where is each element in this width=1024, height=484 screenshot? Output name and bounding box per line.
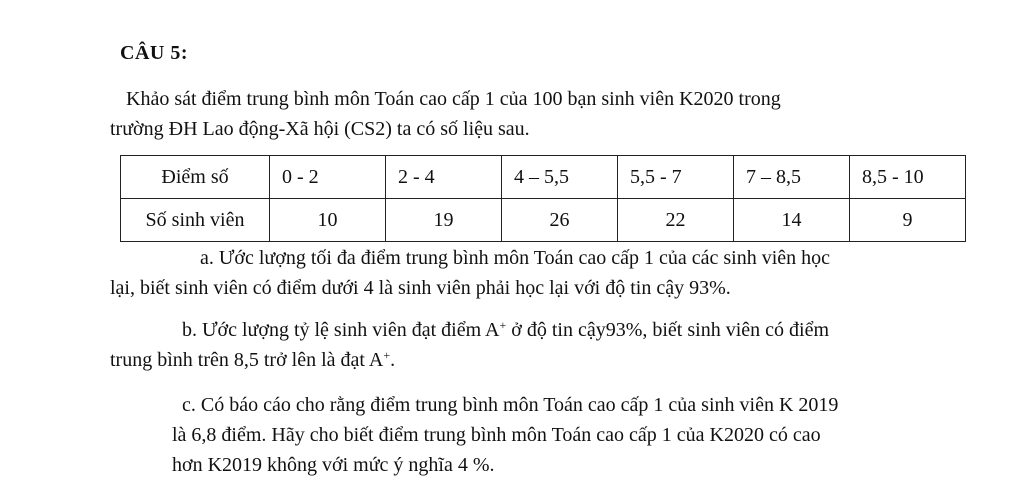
- table-cell: 2 - 4: [386, 156, 502, 199]
- table-cell: 5,5 - 7: [618, 156, 734, 199]
- table-cell: 8,5 - 10: [850, 156, 966, 199]
- intro-line-1: Khảo sát điểm trung bình môn Toán cao cấp 1 của 100 bạn sinh viên K2020 trong: [126, 88, 781, 110]
- question-b-text-4: .: [390, 349, 396, 371]
- question-b: [110, 315, 950, 375]
- table-cell: 19: [386, 199, 502, 242]
- intro-paragraph: [110, 84, 950, 144]
- question-a-line-1: a. Ước lượng tối đa điểm trung bình môn Toán cao cấp 1 của các sinh viên học: [200, 247, 831, 269]
- superscript-plus: +: [499, 318, 507, 332]
- table-cell: 4 – 5,5: [502, 156, 618, 199]
- table-cell: 7 – 8,5: [734, 156, 850, 199]
- intro-line-2: trường ĐH Lao động-Xã hội (CS2) ta có số liệu sau.: [110, 118, 530, 140]
- table-cell: 10: [270, 199, 386, 242]
- table-header-students: Số sinh viên: [121, 199, 270, 242]
- question-c-line-2: là 6,8 điểm. Hãy cho biết điểm trung bình môn Toán cao cấp 1 của K2020 có cao: [172, 424, 821, 446]
- question-a-line-2: lại, biết sinh viên có điểm dưới 4 là sinh viên phải học lại với độ tin cậy 93%.: [110, 277, 731, 299]
- question-c-line-1: c. Có báo cáo cho rằng điểm trung bình môn Toán cao cấp 1 của sinh viên K 2019: [182, 394, 839, 416]
- superscript-plus: +: [383, 348, 391, 362]
- question-a: [110, 243, 950, 303]
- table-row-counts: [121, 199, 966, 242]
- question-heading: CÂU 5:: [120, 42, 188, 64]
- question-b-line-1: [110, 315, 950, 345]
- question-b-text-1: b. Ước lượng tỷ lệ sinh viên đạt điểm A: [182, 319, 500, 341]
- table-cell: 22: [618, 199, 734, 242]
- question-b-line-2: [110, 349, 395, 371]
- question-b-text-2: ở độ tin cậy93%, biết sinh viên có điểm: [506, 319, 829, 341]
- table-cell: 9: [850, 199, 966, 242]
- table-cell: 26: [502, 199, 618, 242]
- table-row-scores: [121, 156, 966, 199]
- table-header-score: Điểm số: [121, 156, 270, 199]
- score-table: [120, 155, 966, 242]
- question-c: [110, 390, 950, 480]
- question-b-text-3: trung bình trên 8,5 trở lên là đạt A: [110, 349, 384, 371]
- question-c-line-3: hơn K2019 không với mức ý nghĩa 4 %.: [172, 454, 495, 476]
- table-cell: 14: [734, 199, 850, 242]
- table-cell: 0 - 2: [270, 156, 386, 199]
